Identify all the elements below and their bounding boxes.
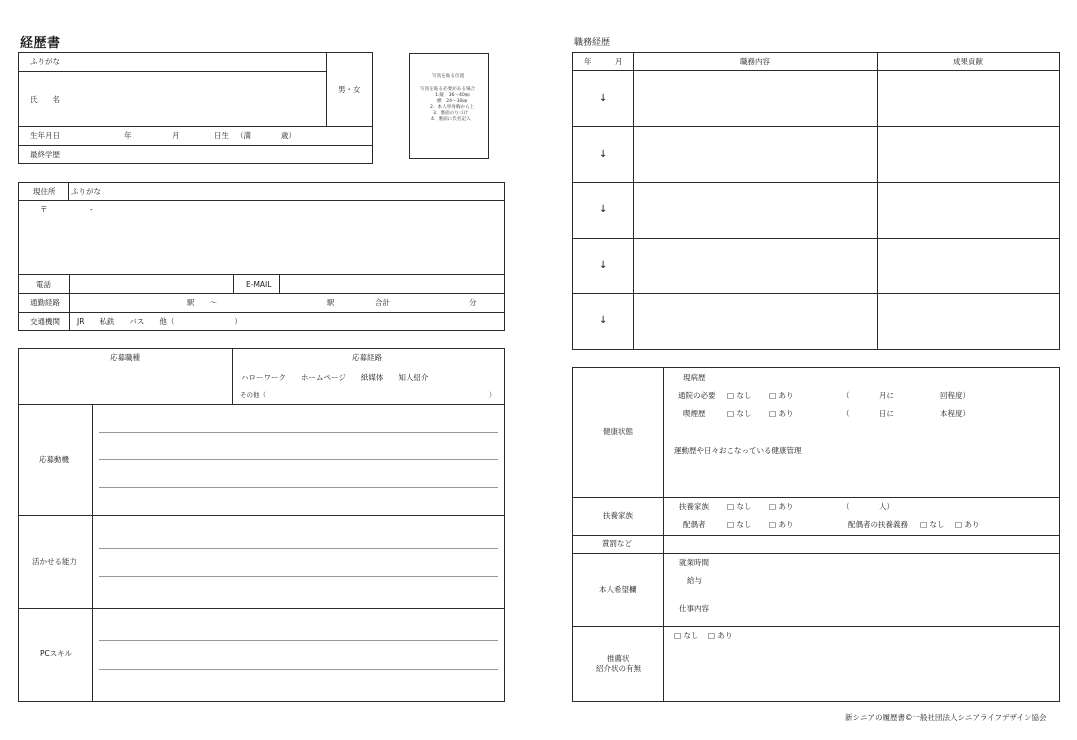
year-label: 年 [124, 131, 132, 140]
wishes-label: 本人希望欄 [599, 585, 637, 594]
name-label: 氏 名 [30, 95, 60, 104]
current-illness-label: 現病歴 [683, 373, 706, 382]
spouse-none-checkbox[interactable]: □ なし [727, 520, 752, 529]
motivation-label: 応募動機 [39, 455, 69, 464]
work-hours-label: 就業時間 [679, 558, 709, 567]
email-input[interactable] [280, 275, 504, 292]
down-arrow-icon: ↓ [599, 260, 608, 271]
route-label: 応募経路 [352, 353, 382, 362]
postal-mark: 〒 [40, 205, 48, 214]
salary-label: 給与 [687, 576, 702, 585]
monthly-label: 月に [879, 391, 894, 400]
age-open-label: （満 [236, 131, 251, 140]
phone-label: 電話 [36, 280, 51, 289]
down-arrow-icon: ↓ [599, 93, 608, 104]
smoking-none-checkbox[interactable]: □ なし [727, 409, 752, 418]
page-title: 経歴書 [20, 36, 61, 51]
spouse-support-yes-checkbox[interactable]: □ あり [955, 520, 980, 529]
pc-skills-label: PCスキル [40, 649, 73, 658]
paren-open: （ [842, 391, 850, 400]
phone-input[interactable] [70, 275, 232, 292]
paren-open: （ [842, 409, 850, 418]
spouse-yes-checkbox[interactable]: □ あり [769, 520, 794, 529]
transport-label: 交通機関 [30, 317, 60, 326]
smoking-label: 喫煙歴 [683, 409, 706, 418]
photo-line: 1.縦 36〜40㎜ [435, 93, 470, 98]
dependents-label: 扶養家族 [679, 502, 709, 511]
spouse-label: 配偶者 [683, 520, 706, 529]
down-arrow-icon: ↓ [599, 149, 608, 160]
paren-open: （ [842, 502, 850, 511]
hospital-none-checkbox[interactable]: □ なし [727, 391, 752, 400]
photo-line: 4．裏面に氏名記入 [431, 117, 471, 122]
recommendation-yes-checkbox[interactable]: □ あり [708, 631, 733, 640]
commute-total-label: 合計 [375, 298, 390, 307]
station-from-label: 駅 〜 [187, 298, 217, 307]
career-col-duties: 職務内容 [740, 57, 770, 66]
daily-label: 日に [879, 409, 894, 418]
photo-title: 写真を貼る位置 [432, 74, 465, 79]
spouse-support-none-checkbox[interactable]: □ なし [920, 520, 945, 529]
dependents-yes-checkbox[interactable]: □ あり [769, 502, 794, 511]
education-label: 最終学歴 [30, 150, 60, 159]
birth-date-label: 生年月日 [30, 131, 60, 140]
spouse-support-label: 配偶者の扶養義務 [848, 520, 908, 529]
postal-dash: - [90, 205, 93, 214]
family-label: 扶養家族 [603, 511, 633, 520]
route-other-close: ） [489, 391, 496, 399]
email-label: E-MAIL [246, 280, 272, 289]
transport-options[interactable]: JR 私鉄 バス 他（ ） [77, 317, 242, 326]
photo-line: 横 24〜30㎜ [437, 99, 468, 104]
minutes-label: 分 [469, 298, 477, 307]
career-table [572, 52, 1060, 350]
photo-line: 3．裏面のりづけ [433, 111, 469, 116]
work-content-label: 仕事内容 [679, 604, 709, 613]
photo-line: 写真を貼る必要がある場合 [420, 87, 476, 92]
people-label: 人） [879, 502, 894, 511]
referral-label: 紹介状の有無 [596, 664, 641, 673]
times-label: 回程度） [940, 391, 970, 400]
career-col-results: 成果貢献 [953, 57, 983, 66]
photo-line: 2．本人単身胸から上 [430, 105, 475, 110]
hospital-yes-checkbox[interactable]: □ あり [769, 391, 794, 400]
station-to-label: 駅 [327, 298, 335, 307]
hospital-need-label: 通院の必要 [678, 391, 716, 400]
address-label: 現住所 [33, 187, 56, 196]
awards-label: 賞罰など [602, 539, 632, 548]
career-col-month: 月 [615, 57, 623, 66]
awards-input[interactable] [664, 536, 1059, 552]
smoking-yes-checkbox[interactable]: □ あり [769, 409, 794, 418]
photo-placeholder[interactable] [409, 53, 489, 159]
route-options[interactable]: ハローワーク ホームページ 紙媒体 知人紹介 [241, 373, 429, 382]
month-label: 月 [172, 131, 180, 140]
age-close-label: 歳） [281, 131, 296, 140]
personal-info-box [18, 52, 373, 164]
recommendation-none-checkbox[interactable]: □ なし [674, 631, 699, 640]
gender-selector[interactable]: 男・女 [338, 85, 361, 94]
abilities-label: 活かせる能力 [32, 557, 77, 566]
career-title: 職務経歴 [574, 38, 611, 48]
job-type-label: 応募職種 [110, 353, 140, 362]
address-input[interactable] [19, 214, 504, 272]
route-other-open: その他（ [240, 391, 266, 399]
footer-credit: 新シニアの履歴書©一般社団法人シニアライフデザイン協会 [845, 713, 1047, 722]
exercise-label: 運動歴や日々おこなっている健康管理 [674, 446, 802, 455]
career-col-year: 年 [584, 57, 592, 66]
count-label: 本程度） [940, 409, 970, 418]
furigana-label: ふりがな [30, 57, 60, 66]
dependents-none-checkbox[interactable]: □ なし [727, 502, 752, 511]
health-label: 健康状態 [603, 427, 633, 436]
commute-label: 通勤経路 [30, 298, 60, 307]
down-arrow-icon: ↓ [599, 315, 608, 326]
down-arrow-icon: ↓ [599, 204, 608, 215]
day-born-label: 日生 [214, 131, 229, 140]
recommendation-label: 推薦状 [607, 654, 630, 663]
address-furigana-label: ふりがな [71, 187, 101, 196]
